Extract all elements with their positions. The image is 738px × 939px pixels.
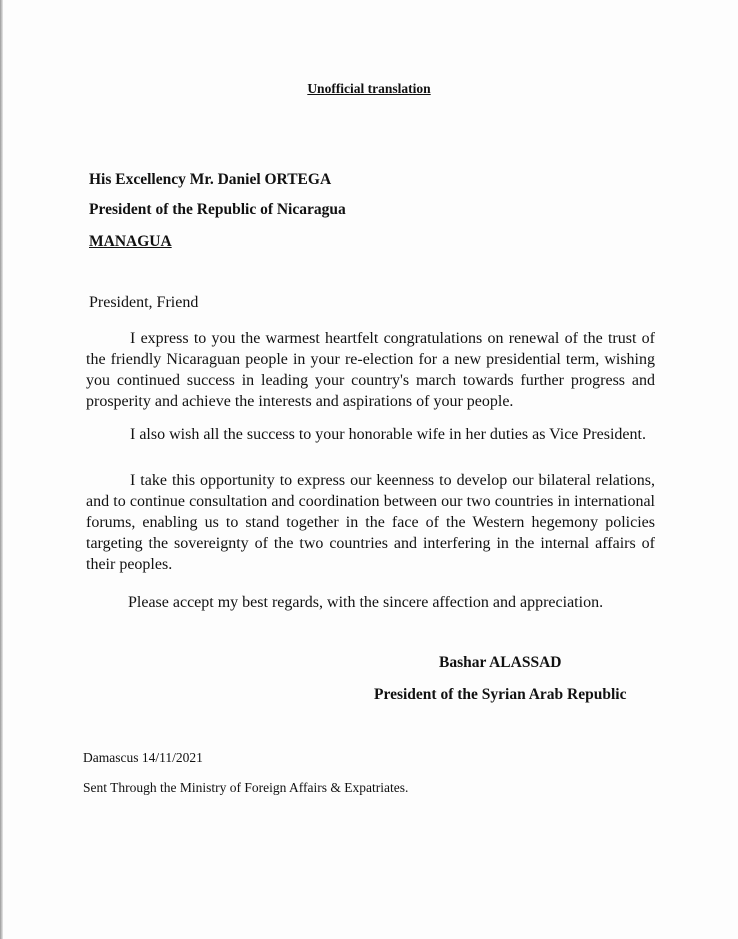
- signatory-title: President of the Syrian Arab Republic: [374, 686, 627, 703]
- paragraph-wife-wishes: I also wish all the success to your honorable wife in her duties as Vice President.: [130, 426, 646, 443]
- place-and-date: Damascus 14/11/2021: [83, 750, 203, 765]
- sent-through-note: Sent Through the Ministry of Foreign Affairs & Expatriates.: [83, 780, 409, 795]
- document-heading: Unofficial translation: [307, 81, 431, 96]
- signatory-name: Bashar ALASSAD: [439, 654, 562, 671]
- paragraph-congratulations: I express to you the warmest heartfelt congratulations on renewal of the trust of the friendly Nicaraguan people in your re-election for a new presidential term, wishing you continued success in leading your country's march towards further progress and prosperity and achieve the interests and aspirations of your people.: [86, 330, 655, 410]
- paragraph-closing-regards: Please accept my best regards, with the sincere affection and appreciation.: [128, 594, 604, 611]
- paragraph-bilateral-relations: I take this opportunity to express our keenness to develop our bilateral relations, and to continue consultation and coordination between our two countries in international forums, enabling us to stand together in the face of the Western hegemony policies targeting the sovereignty of the two countries and interfering in the internal affairs of their peoples.: [86, 472, 655, 573]
- addressee-name: His Excellency Mr. Daniel ORTEGA: [89, 171, 332, 188]
- page-edge-shadow: [0, 0, 3, 939]
- addressee-title: President of the Republic of Nicaragua: [89, 201, 346, 218]
- salutation: President, Friend: [89, 294, 199, 311]
- addressee-city: MANAGUA: [89, 233, 172, 250]
